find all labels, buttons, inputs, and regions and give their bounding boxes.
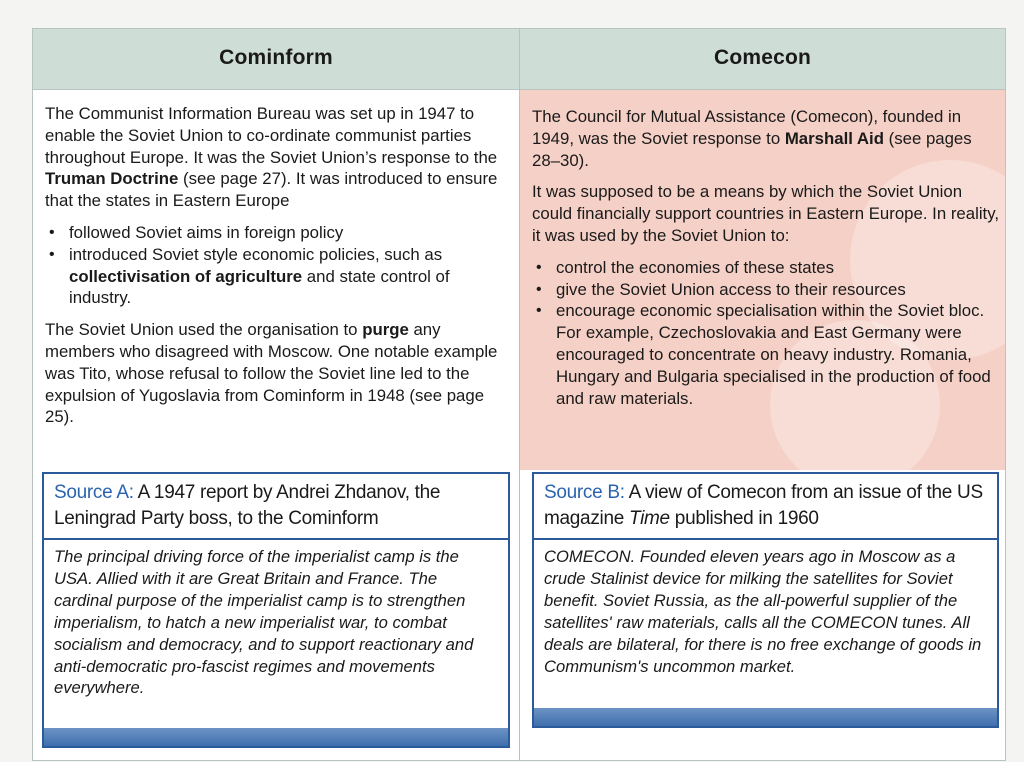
source-b-footer-bar <box>534 708 997 726</box>
comecon-purpose-paragraph: It was supposed to be a means by which the Soviet Union could financially support countries in Eastern Europe. In reality, it was used by the Soviet Union to: <box>532 182 1000 245</box>
source-a-quote: The principal driving force of the imperialist camp is the USA. Allied with it are Great Britain and France. The cardinal purpose of the imperialist camp is to strengthen imperialism, to hatch a new imperialist war, to combat socialism and democracy, and to support reactionary and anti-democratic pro-fascist regimes and movements everywhere. <box>54 547 474 698</box>
comecon-header: Comecon <box>520 29 1005 90</box>
cominform-purge-paragraph: The Soviet Union used the organisation to purge any members who disagreed with Moscow. One notable example was Tito, whose refusal to follow the Soviet line led to the expulsion of Yugoslavia from Cominform in 1948 (see page 25). <box>45 320 498 427</box>
source-a-label: Source A: <box>54 482 134 503</box>
cominform-column <box>33 29 520 760</box>
source-a-title: Source A: A 1947 report by Andrei Zhdanov, the Leningrad Party boss, to the Cominform <box>44 474 508 540</box>
key-term-purge: purge <box>362 320 409 340</box>
key-term-truman-doctrine: Truman Doctrine <box>45 169 179 189</box>
source-b-box <box>532 472 999 728</box>
source-b-label: Source B: <box>544 482 625 503</box>
cominform-header: Cominform <box>33 29 519 90</box>
list-item: • encourage economic specialisation within the Soviet bloc. For example, Czechoslovakia and East Germany were encouraged to concentrate on heavy industry. Romania, Hungary and Bulgaria specialised in the production of food and raw materials. <box>536 301 991 408</box>
bullet-icon: • <box>49 223 55 241</box>
list-item: • control the economies of these states <box>536 257 834 277</box>
bullet-icon: • <box>49 245 55 263</box>
source-a-box <box>42 472 510 748</box>
cominform-bullet-list <box>45 222 507 309</box>
comecon-intro-paragraph: The Council for Mutual Assistance (Comecon), founded in 1949, was the Soviet response to Marshall Aid (see pages 28–30). <box>532 107 972 170</box>
bullet-icon: • <box>536 258 542 276</box>
key-term-marshall-aid: Marshall Aid <box>784 128 884 148</box>
bullet-icon: • <box>536 280 542 298</box>
textbook-page <box>32 28 1006 761</box>
source-b-quote: COMECON. Founded eleven years ago in Moscow as a crude Stalinist device for milking the satellites for Soviet benefit. Soviet Russia, as the all-powerful supplier of the satellites' raw materials, calls all the COMECON tunes. All deals are bilateral, for there is no free exchange of goods in Communism's uncommon market. <box>544 547 982 676</box>
comecon-column <box>520 29 1005 760</box>
bullet-icon: • <box>536 302 542 320</box>
cominform-body <box>45 103 507 438</box>
list-item: • introduced Soviet style economic policies, such as collectivisation of agriculture and state control of industry. <box>49 244 450 308</box>
cominform-intro-paragraph: The Communist Information Bureau was set up in 1947 to enable the Soviet Union to co-ordinate communist parties throughout Europe. It was the Soviet Union’s response to the Truman Doctrine (see page 27). It was introduced to ensure that the states in Eastern Europe <box>45 104 498 211</box>
list-item: • give the Soviet Union access to their resources <box>536 279 906 299</box>
source-b-title: Source B: A view of Comecon from an issue of the US magazine Time published in 1960 <box>534 474 997 540</box>
list-item: • followed Soviet aims in foreign policy <box>49 222 344 242</box>
comecon-bullet-list <box>532 257 999 410</box>
key-term-collectivisation: collectivisation of agriculture <box>69 266 303 286</box>
comecon-body <box>520 90 1005 470</box>
source-a-footer-bar <box>44 728 508 746</box>
